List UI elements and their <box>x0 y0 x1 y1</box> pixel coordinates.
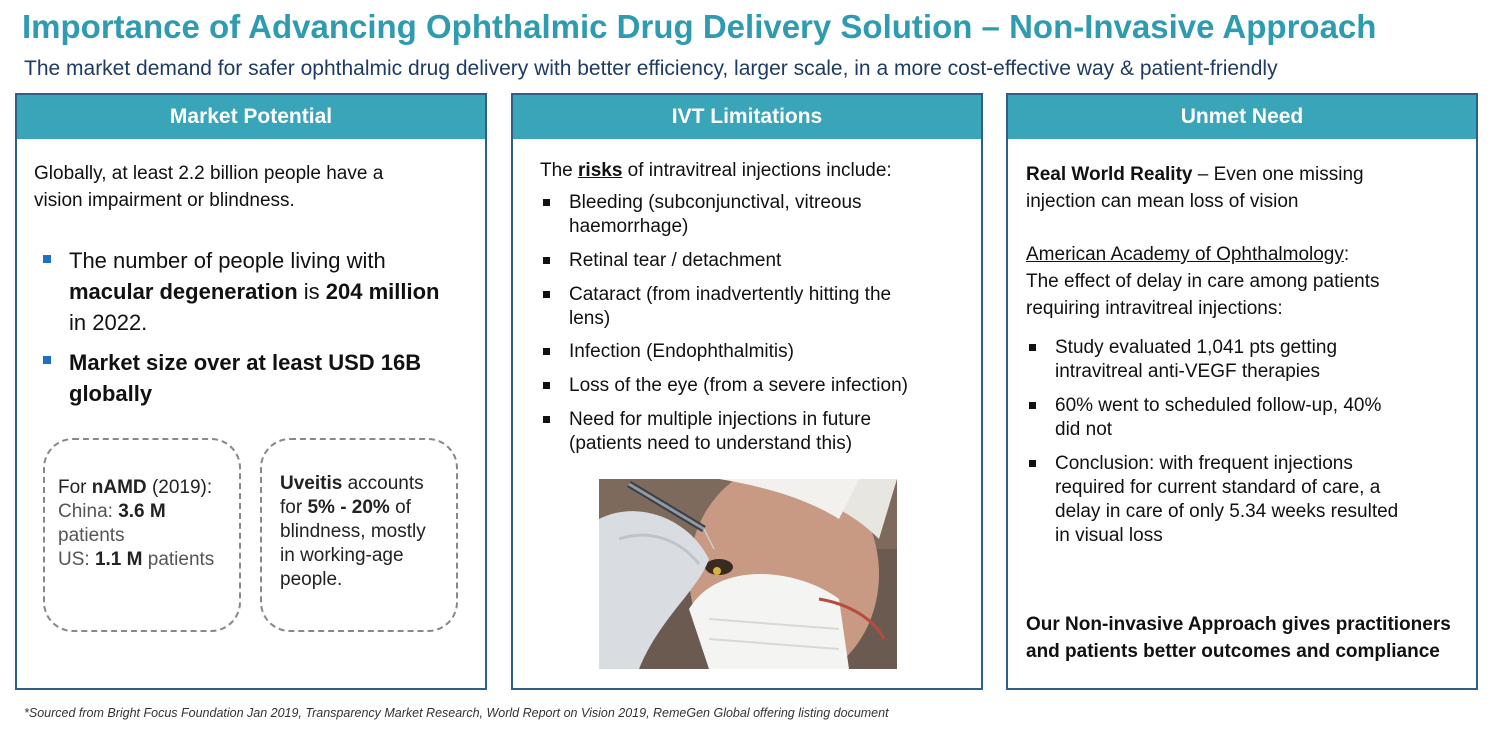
closing-statement: Our Non-invasive Approach gives practitioners and patients better outcomes and compliance <box>1026 614 1451 662</box>
ivt-limitations-panel <box>511 93 983 690</box>
footnote: *Sourced from Bright Focus Foundation Jan 2019, Transparency Market Research, World Report on Vision 2019, RemeGen Global offering listing document <box>24 706 889 720</box>
study-item: Conclusion: with frequent injections required for current standard of care, a delay in care of only 5.34 weeks resulted in visual loss <box>1055 453 1399 546</box>
risk-item: Retinal tear / detachment <box>569 250 782 271</box>
square-bullet-icon <box>1029 460 1036 467</box>
square-bullet-icon <box>543 382 550 389</box>
risk-item: Need for multiple injections in future (patients need to understand this) <box>569 409 872 454</box>
injection-photo <box>599 479 897 669</box>
page-title: Importance of Advancing Ophthalmic Drug Delivery Solution – Non-Invasive Approach <box>22 8 1377 45</box>
risk-item: Infection (Endophthalmitis) <box>569 341 794 362</box>
market-bullet-macular: The number of people living with macular degeneration is 204 million in 2022. <box>69 248 440 335</box>
market-intro: Globally, at least 2.2 billion people have a vision impairment or blindness. <box>34 163 384 211</box>
square-bullet-icon <box>543 348 550 355</box>
real-world-reality: Real World Reality – Even one missing injection can mean loss of vision <box>1026 164 1364 212</box>
risk-item: Cataract (from inadvertently hitting the lens) <box>569 284 892 329</box>
uveitis-bubble: Uveitis accounts for 5% - 20% of blindness, mostly in working-age people. <box>260 438 458 632</box>
risk-item: Loss of the eye (from a severe infection) <box>569 375 908 396</box>
blue-bullet-icon <box>43 356 51 364</box>
square-bullet-icon <box>543 199 550 206</box>
square-bullet-icon <box>1029 402 1036 409</box>
square-bullet-icon <box>543 416 550 423</box>
unmet-need-panel <box>1006 93 1478 690</box>
blue-bullet-icon <box>43 255 51 263</box>
market-bullet-size: Market size over at least USD 16B globally <box>69 350 422 406</box>
study-item: 60% went to scheduled follow-up, 40% did not <box>1055 395 1382 440</box>
square-bullet-icon <box>543 291 550 298</box>
market-potential-header: Market Potential <box>17 95 485 139</box>
ivt-limitations-header: IVT Limitations <box>513 95 981 139</box>
unmet-need-header: Unmet Need <box>1008 95 1476 139</box>
ivt-intro: The risks of intravitreal injections include: <box>540 160 892 181</box>
namd-bubble: For nAMD (2019): China: 3.6 M patients US: 1.1 M patients <box>43 438 241 632</box>
study-item: Study evaluated 1,041 pts getting intravitreal anti-VEGF therapies <box>1055 337 1338 382</box>
risk-item: Bleeding (subconjunctival, vitreous haemorrhage) <box>569 192 862 237</box>
injection-photo-illustration <box>599 479 897 669</box>
square-bullet-icon <box>1029 344 1036 351</box>
page-subtitle: The market demand for safer ophthalmic drug delivery with better efficiency, larger scale, in a more cost-effective way & patient-friendly <box>24 57 1278 80</box>
market-potential-panel <box>15 93 487 690</box>
aao-statement: American Academy of Ophthalmology: The effect of delay in care among patients requiring intravitreal injections: <box>1026 244 1380 319</box>
square-bullet-icon <box>543 257 550 264</box>
